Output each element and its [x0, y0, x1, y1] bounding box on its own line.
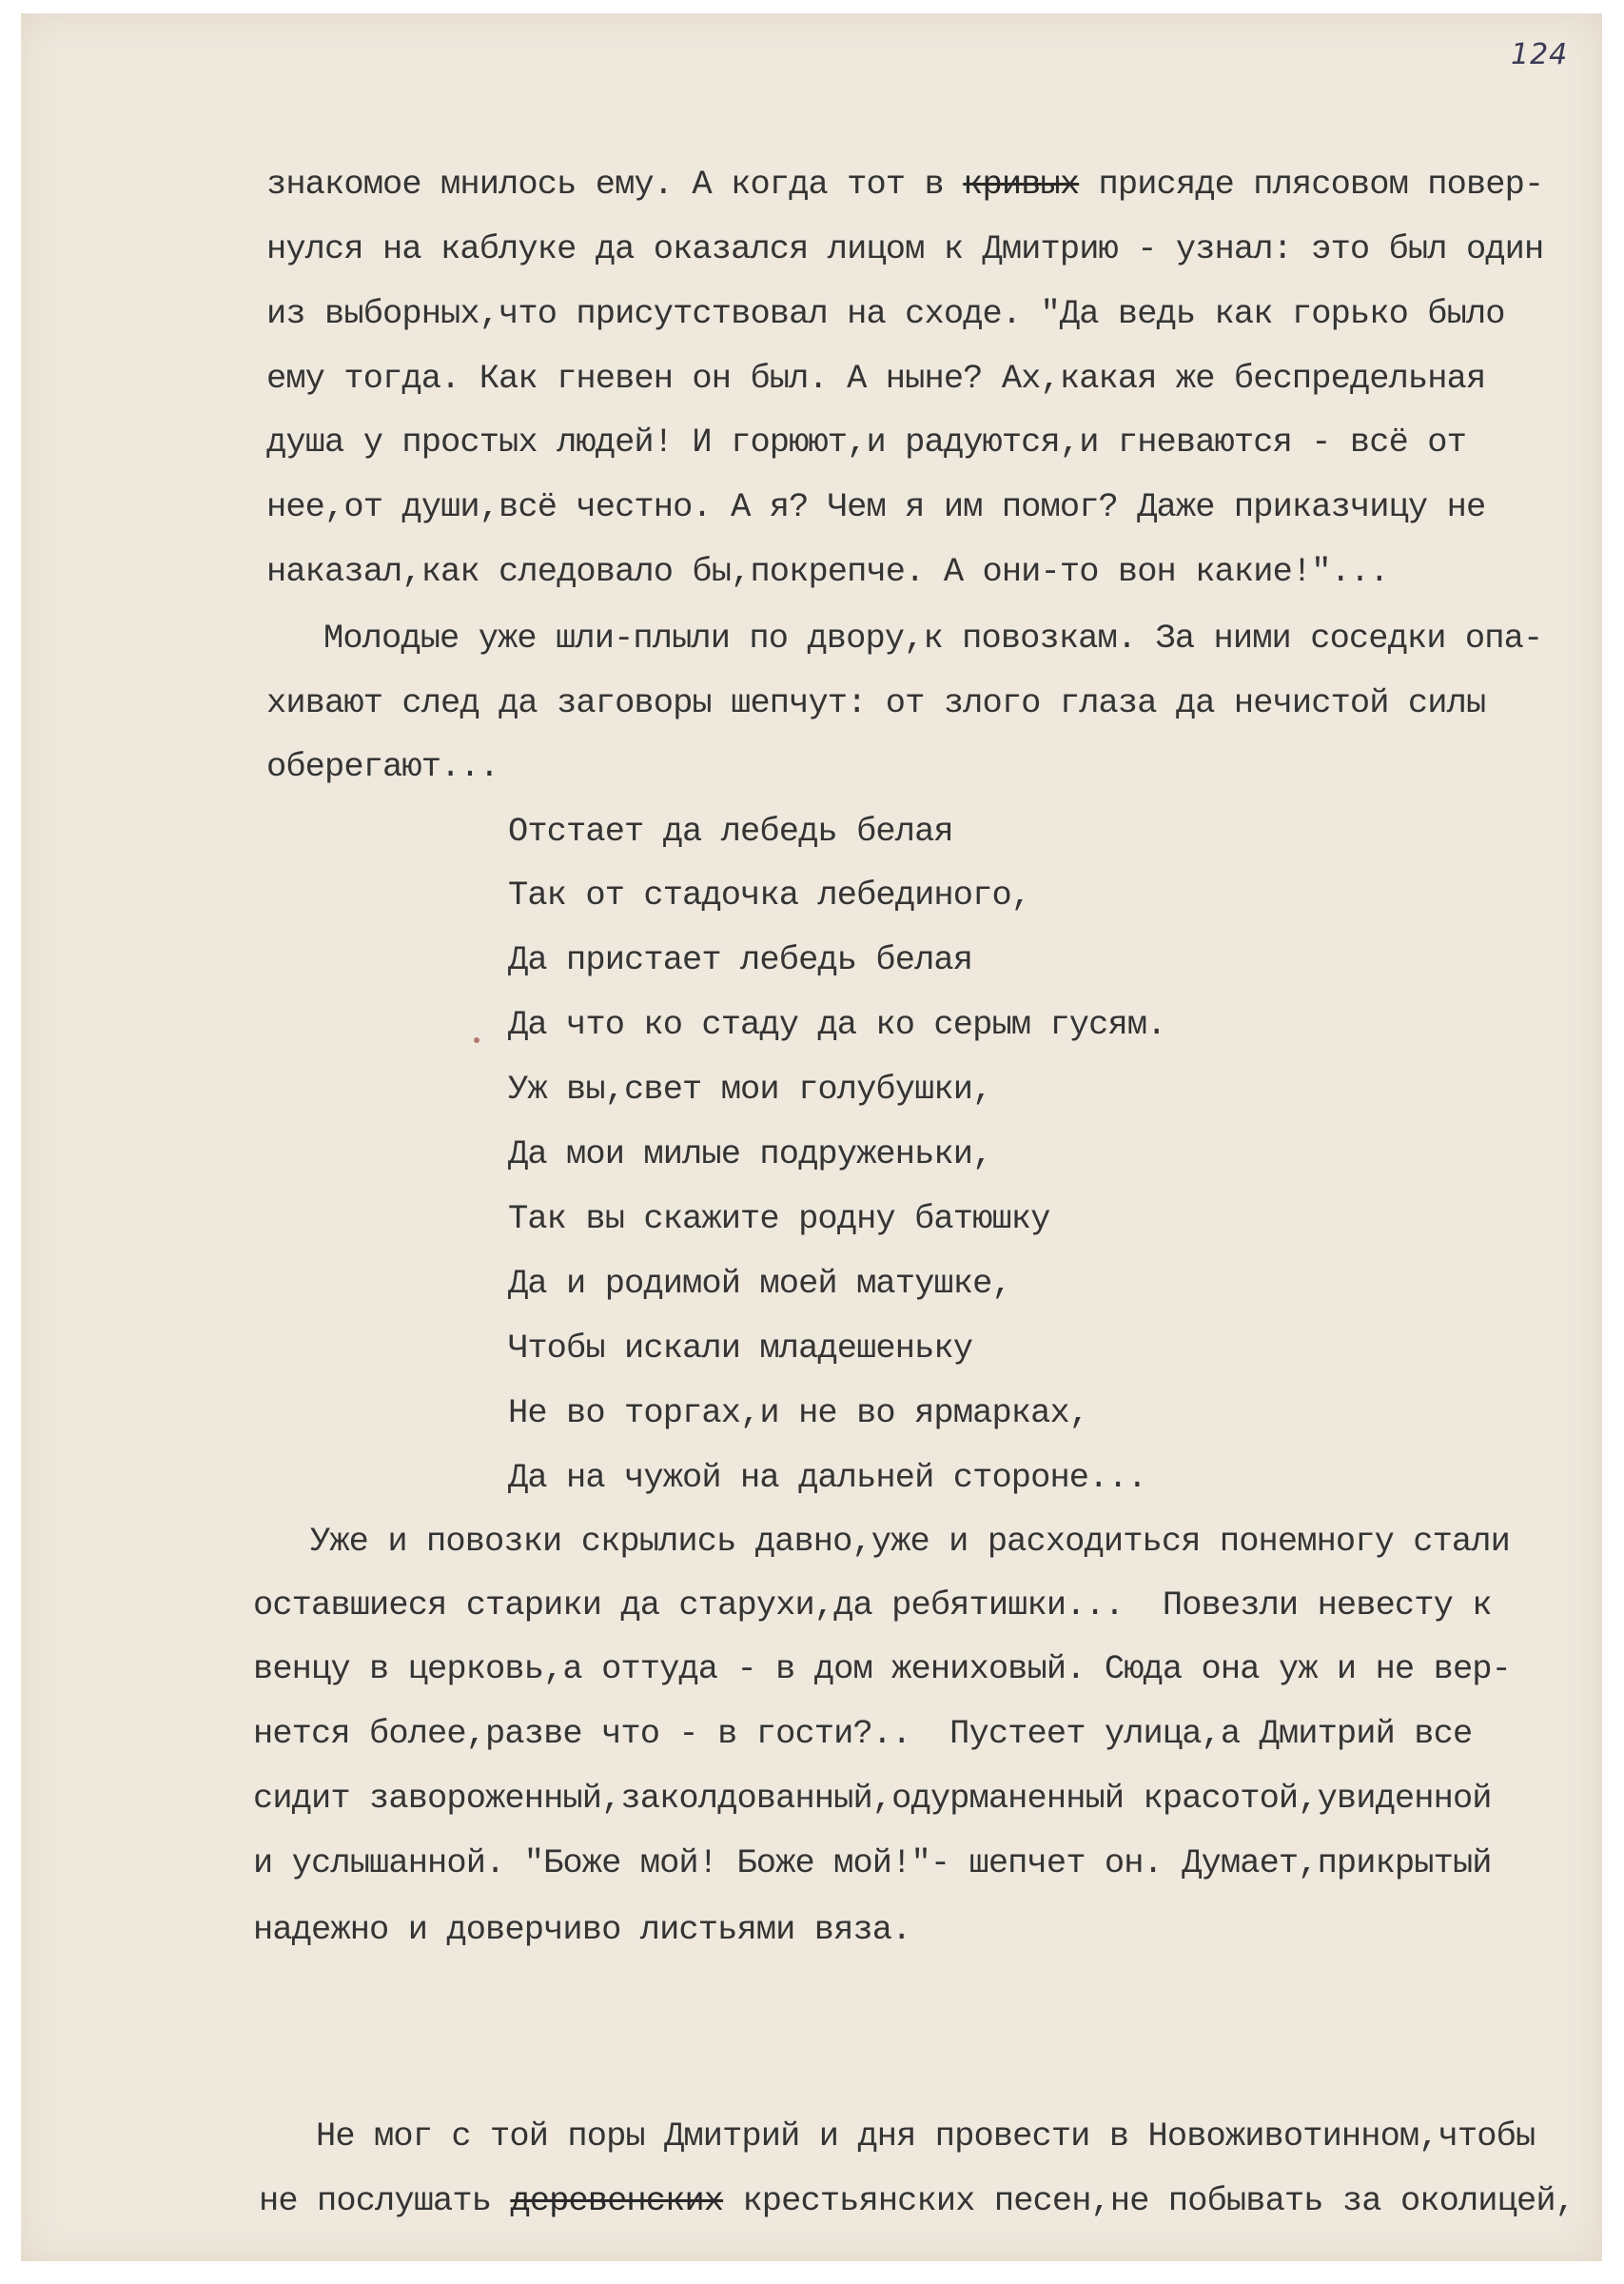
- typewritten-page: [21, 13, 1602, 2261]
- verse-line-3: Да пристает лебедь белая: [508, 941, 973, 979]
- text-line-3: из выборных,что присутствовал на сходе. "Да ведь как горько было: [266, 295, 1505, 333]
- text-line-8: Молодые уже шли-плыли по двору,к повозкам. За ними соседки опа-: [323, 620, 1543, 658]
- text-line-1: знакомое мнилось ему. А когда тот в кривых присяде плясовом повер-: [266, 166, 1544, 204]
- ink-dot: [474, 1037, 479, 1043]
- text-line-4: ему тогда. Как гневен он был. А ныне? Ах,какая же беспредельная: [266, 360, 1486, 398]
- text-line-9: хивают след да заговоры шепчут: от злого глаза да нечистой силы: [266, 684, 1486, 722]
- text-line-17: надежно и доверчиво листьями вяза.: [253, 1911, 911, 1949]
- text-line-2: нулся на каблуке да оказался лицом к Дмитрию - узнал: это был один: [266, 230, 1544, 268]
- verse-line-11: Да на чужой на дальней стороне...: [508, 1459, 1147, 1497]
- verse-line-1: Отстает да лебедь белая: [508, 813, 953, 851]
- text-line-12: оставшиеся старики да старухи,да ребятишки... Повезли невесту к: [253, 1586, 1492, 1624]
- text-line-18: Не мог с той поры Дмитрий и дня провести в Новоживотинном,чтобы: [316, 2117, 1536, 2156]
- text-line-19: не послушать деревенских крестьянских песен,не побывать за околицей,: [259, 2182, 1575, 2220]
- text-line-6: нее,от души,всё честно. А я? Чем я им помог? Даже приказчицу не: [266, 488, 1486, 526]
- verse-line-2: Так от стадочка лебединого,: [508, 876, 1031, 915]
- text-line-14: нется более,разве что - в гости?.. Пустеет улица,а Дмитрий все: [253, 1715, 1473, 1753]
- text-line-5: душа у простых людей! И горюют,и радуются,и гневаются - всё от: [266, 423, 1466, 462]
- text-line-13: венцу в церковь,а оттуда - в дом жениховый. Сюда она уж и не вер-: [253, 1650, 1511, 1688]
- text-line-16: и услышанной. "Боже мой! Боже мой!"- шепчет он. Думает,прикрытый: [253, 1844, 1492, 1882]
- verse-line-4: Да что ко стаду да ко серым гусям.: [508, 1006, 1166, 1044]
- text-line-11: Уже и повозки скрылись давно,уже и расходиться понемногу стали: [310, 1523, 1510, 1561]
- text-line-7: наказал,как следовало бы,покрепче. А они-то вон какие!"...: [266, 553, 1389, 591]
- verse-line-9: Чтобы искали младешеньку: [508, 1329, 973, 1368]
- struck-word: деревенских: [510, 2182, 724, 2220]
- verse-line-6: Да мои милые подруженьки,: [508, 1135, 992, 1173]
- verse-line-8: Да и родимой моей матушке,: [508, 1265, 1011, 1303]
- text-line-15: сидит завороженный,заколдованный,одурманенный красотой,увиденной: [253, 1780, 1492, 1818]
- page-number: 124: [1511, 38, 1569, 71]
- verse-line-5: Уж вы,свет мои голубушки,: [508, 1071, 992, 1109]
- text-line-10: оберегают...: [266, 748, 499, 786]
- struck-word: кривых: [963, 166, 1080, 204]
- verse-line-10: Не во торгах,и не во ярмарках,: [508, 1394, 1089, 1432]
- verse-line-7: Так вы скажите родну батюшку: [508, 1200, 1050, 1238]
